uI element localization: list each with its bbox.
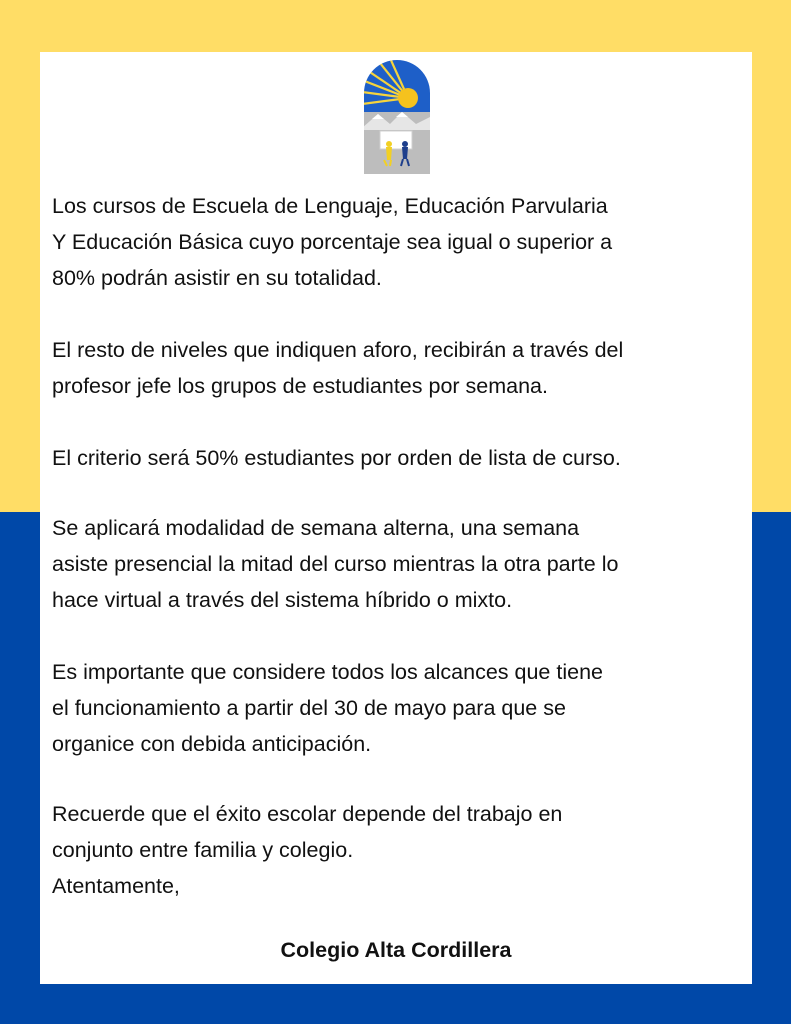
paragraph-line: el funcionamiento a partir del 30 de mayo para que se — [52, 696, 566, 720]
paragraph-line: organice con debida anticipación. — [52, 732, 372, 756]
paragraph-line: conjunto entre familia y colegio. — [52, 838, 354, 862]
paragraph-line: El criterio será 50% estudiantes por orden de lista de curso. — [52, 446, 621, 470]
paragraph-line: Es importante que considere todos los alcances que tiene — [52, 660, 603, 684]
paragraph-closing — [52, 796, 752, 904]
paragraph-line: Recuerde que el éxito escolar depende del trabajo en — [52, 802, 563, 826]
paragraph-line: Atentamente, — [52, 874, 180, 898]
paragraph-line: El resto de niveles que indiquen aforo, recibirán a través del — [52, 338, 624, 362]
paragraph-criteria — [52, 440, 752, 476]
paragraph-attendance — [52, 188, 752, 296]
paragraph-line: asiste presencial la mitad del curso mientras la otra parte lo — [52, 552, 619, 576]
paragraph-line: Y Educación Básica cuyo porcentaje sea igual o superior a — [52, 230, 613, 254]
paragraph-other-levels — [52, 332, 752, 404]
notice-card — [40, 52, 752, 984]
paragraph-importance — [52, 654, 752, 762]
paragraph-line: 80% podrán asistir en su totalidad. — [52, 266, 382, 290]
paragraph-line: hace virtual a través del sistema híbrido o mixto. — [52, 588, 513, 612]
school-crest-sun-mountains-icon — [362, 58, 432, 176]
paragraph-line: Se aplicará modalidad de semana alterna, una semana — [52, 516, 580, 540]
paragraph-modality — [52, 510, 752, 618]
paragraph-line: profesor jefe los grupos de estudiantes por semana. — [52, 374, 548, 398]
signature: Colegio Alta Cordillera — [280, 938, 512, 962]
paragraph-line: Los cursos de Escuela de Lenguaje, Educación Parvularia — [52, 194, 608, 218]
